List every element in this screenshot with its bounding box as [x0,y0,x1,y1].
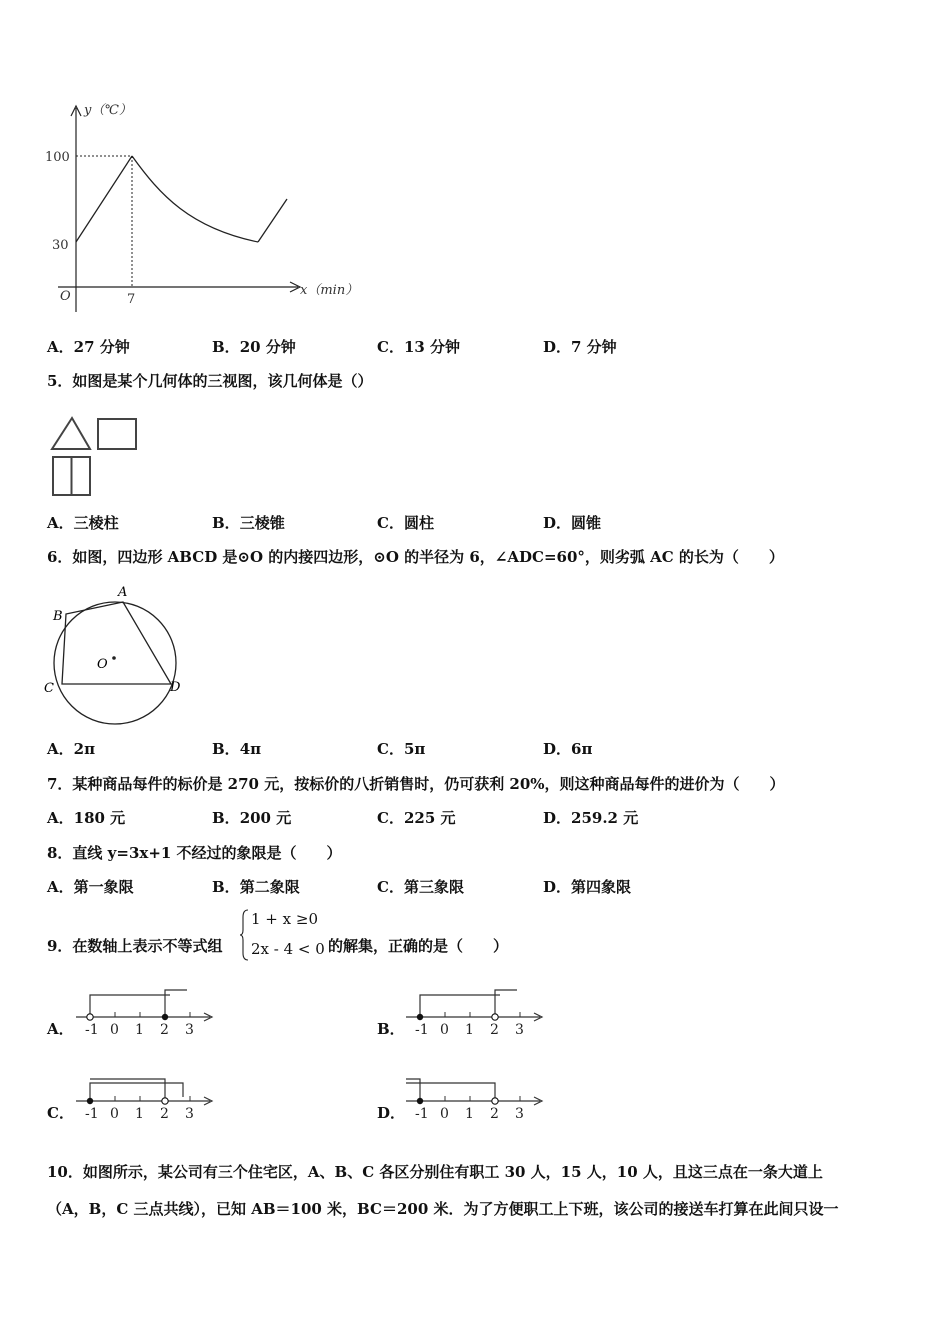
option-letter: B． [212,514,240,532]
solid-endpoint [162,1014,168,1020]
tick-label: 0 [440,1106,449,1121]
q5-stem: 5．如图是某个几何体的三视图，该几何体是（） [47,372,373,390]
option-text: 三棱柱 [73,514,119,532]
option-text: 7 分钟 [571,338,617,356]
tick-label: 1 [135,1106,144,1121]
y-tick-100: 100 [45,150,70,165]
temperature-time-graph [40,100,370,325]
option-text: 2π [73,740,96,758]
q8-option-b[interactable] [212,876,300,897]
hollow-endpoint [162,1098,168,1104]
option-letter: B． [212,338,240,356]
q7-option-a[interactable] [47,807,125,828]
option-letter: C． [377,514,404,532]
option-text: 圆柱 [403,514,434,532]
option-text: 180 元 [73,809,126,827]
tick-label: 0 [440,1022,449,1037]
q4-option-a[interactable] [47,336,130,357]
solid-endpoint [417,1098,423,1104]
inequality-2: 2x - 4 < 0 [251,940,325,958]
label-b: B [53,609,63,624]
tick-label: 0 [110,1022,119,1037]
q8-option-a[interactable] [47,876,134,897]
tick-label: -1 [415,1106,429,1121]
tick-label: 3 [515,1106,524,1121]
y-tick-30: 30 [52,238,69,253]
option-text: 第一象限 [73,878,134,896]
option-letter: B． [212,878,240,896]
option-letter: B． [212,809,240,827]
tick-label: 3 [185,1106,194,1121]
option-letter: A． [47,878,74,896]
q10-line-1: 10．如图所示，某公司有三个住宅区，A、B、C 各区分别住有职工 30 人，15 人，10 人，且这三点在一条大道上 [47,1163,823,1181]
option-text: 20 分钟 [239,338,296,356]
q9-option-a-label[interactable]: A． [47,1020,74,1038]
q7-option-c[interactable] [377,807,456,828]
tick-label: 3 [185,1022,194,1037]
option-letter: D． [543,740,572,758]
option-text: 259.2 元 [571,809,639,827]
inequality-brace [240,909,250,961]
tick-label: 1 [465,1106,474,1121]
hollow-endpoint [492,1014,498,1020]
option-text: 第四象限 [571,878,632,896]
circle-o [54,602,176,724]
q7-stem: 7．某种商品每件的标价是 270 元，按标价的八折销售时，仍可获利 20%，则这种商品每件的进价为（ ） [47,775,785,793]
option-text: 200 元 [239,809,292,827]
solution-ray [90,1079,165,1101]
q6-option-a[interactable] [47,738,95,759]
option-letter: C． [377,878,404,896]
tick-label: -1 [415,1022,429,1037]
q9-option-b-label[interactable]: B． [377,1020,405,1038]
option-text: 圆锥 [571,514,602,532]
option-letter: D． [543,338,572,356]
option-text: 三棱锥 [239,514,285,532]
q4-option-b[interactable] [212,336,296,357]
option-text: 6π [571,740,593,758]
tick-label: 1 [465,1022,474,1037]
option-letter: C． [377,338,404,356]
inscribed-quadrilateral-figure [40,578,190,728]
option-letter: A． [47,514,74,532]
option-letter: C． [377,809,404,827]
label-d: D [170,680,181,695]
option-letter: B． [212,740,240,758]
solid-endpoint [87,1098,93,1104]
q5-option-c[interactable] [377,512,434,533]
option-letter: D． [543,514,572,532]
label-c: C [44,681,54,696]
q5-option-b[interactable] [212,512,285,533]
q8-option-c[interactable] [377,876,464,897]
solution-ray [495,990,517,1017]
option-letter: D． [543,809,572,827]
option-letter: A． [47,809,74,827]
option-text: 5π [403,740,426,758]
option-text: 13 分钟 [403,338,461,356]
tick-label: 1 [135,1022,144,1037]
solution-bracket [90,995,170,1017]
q5-option-a[interactable] [47,512,119,533]
tick-label: 3 [515,1022,524,1037]
q9-option-d-label[interactable]: D． [377,1104,406,1122]
option-text: 第二象限 [239,878,300,896]
solution-ray [406,1079,420,1101]
heating-segment [76,156,132,242]
option-letter: C． [377,740,404,758]
option-letter: A． [47,338,74,356]
q6-option-c[interactable] [377,738,425,759]
option-text: 27 分钟 [73,338,130,356]
solid-endpoint [417,1014,423,1020]
x-axis-label: x（min） [300,283,359,298]
q9-option-b-numberline[interactable] [402,985,547,1037]
tick-label: 0 [110,1106,119,1121]
q4-option-d[interactable] [543,336,617,357]
q8-option-d[interactable] [543,876,631,897]
solution-ray [165,990,187,1017]
solution-bracket [90,1083,183,1101]
q7-option-d[interactable] [543,807,638,828]
inequality-1: 1 + x ≥0 [251,910,318,928]
option-letter: A． [47,740,74,758]
q9-option-c-numberline[interactable] [72,1069,217,1121]
tick-label: 2 [160,1106,169,1121]
tick-label: 2 [490,1022,499,1037]
option-text: 第三象限 [403,878,464,896]
q9-stem-after: 的解集，正确的是（ ） [328,937,509,955]
front-view-triangle [52,418,90,449]
solution-bracket [420,995,500,1017]
tick-label: 2 [490,1106,499,1121]
q6-stem: 6．如图，四边形 ABCD 是⊙O 的内接四边形，⊙O 的半径为 6，∠ADC=60°，则劣弧 AC 的长为（ ） [47,548,784,566]
q9-stem-before: 9．在数轴上表示不等式组 [47,937,223,955]
q9-option-c-label[interactable]: C． [47,1104,74,1122]
q5-option-d[interactable] [543,512,601,533]
q9-option-d-numberline[interactable] [402,1069,547,1121]
label-o: O [97,657,108,672]
hollow-endpoint [492,1098,498,1104]
option-letter: D． [543,878,572,896]
tick-label: 2 [160,1022,169,1037]
q9-option-a-numberline[interactable] [72,985,217,1037]
option-text: 4π [239,740,262,758]
q6-option-b[interactable] [212,738,261,759]
q10-line-2: （A，B，C 三点共线），已知 AB＝100 米，BC＝200 米．为了方便职工上下班，该公司的接送车打算在此间只设一 [47,1200,839,1218]
side-view-rectangle [98,419,136,449]
hollow-endpoint [87,1014,93,1020]
q8-stem: 8．直线 y=3x+1 不经过的象限是（ ） [47,844,342,862]
label-a: A [118,585,128,600]
three-view-figure [48,412,143,502]
cooling-curve [132,156,258,242]
reheating-segment [258,199,287,242]
x-tick-7: 7 [127,292,136,307]
origin-label: O [60,289,71,304]
y-axis-label: y（℃） [84,103,132,118]
tick-label: -1 [85,1106,99,1121]
center-point [112,656,116,660]
q7-option-b[interactable] [212,807,291,828]
tick-label: -1 [85,1022,99,1037]
q6-option-d[interactable] [543,738,592,759]
option-text: 225 元 [403,809,456,827]
q4-option-c[interactable] [377,336,460,357]
